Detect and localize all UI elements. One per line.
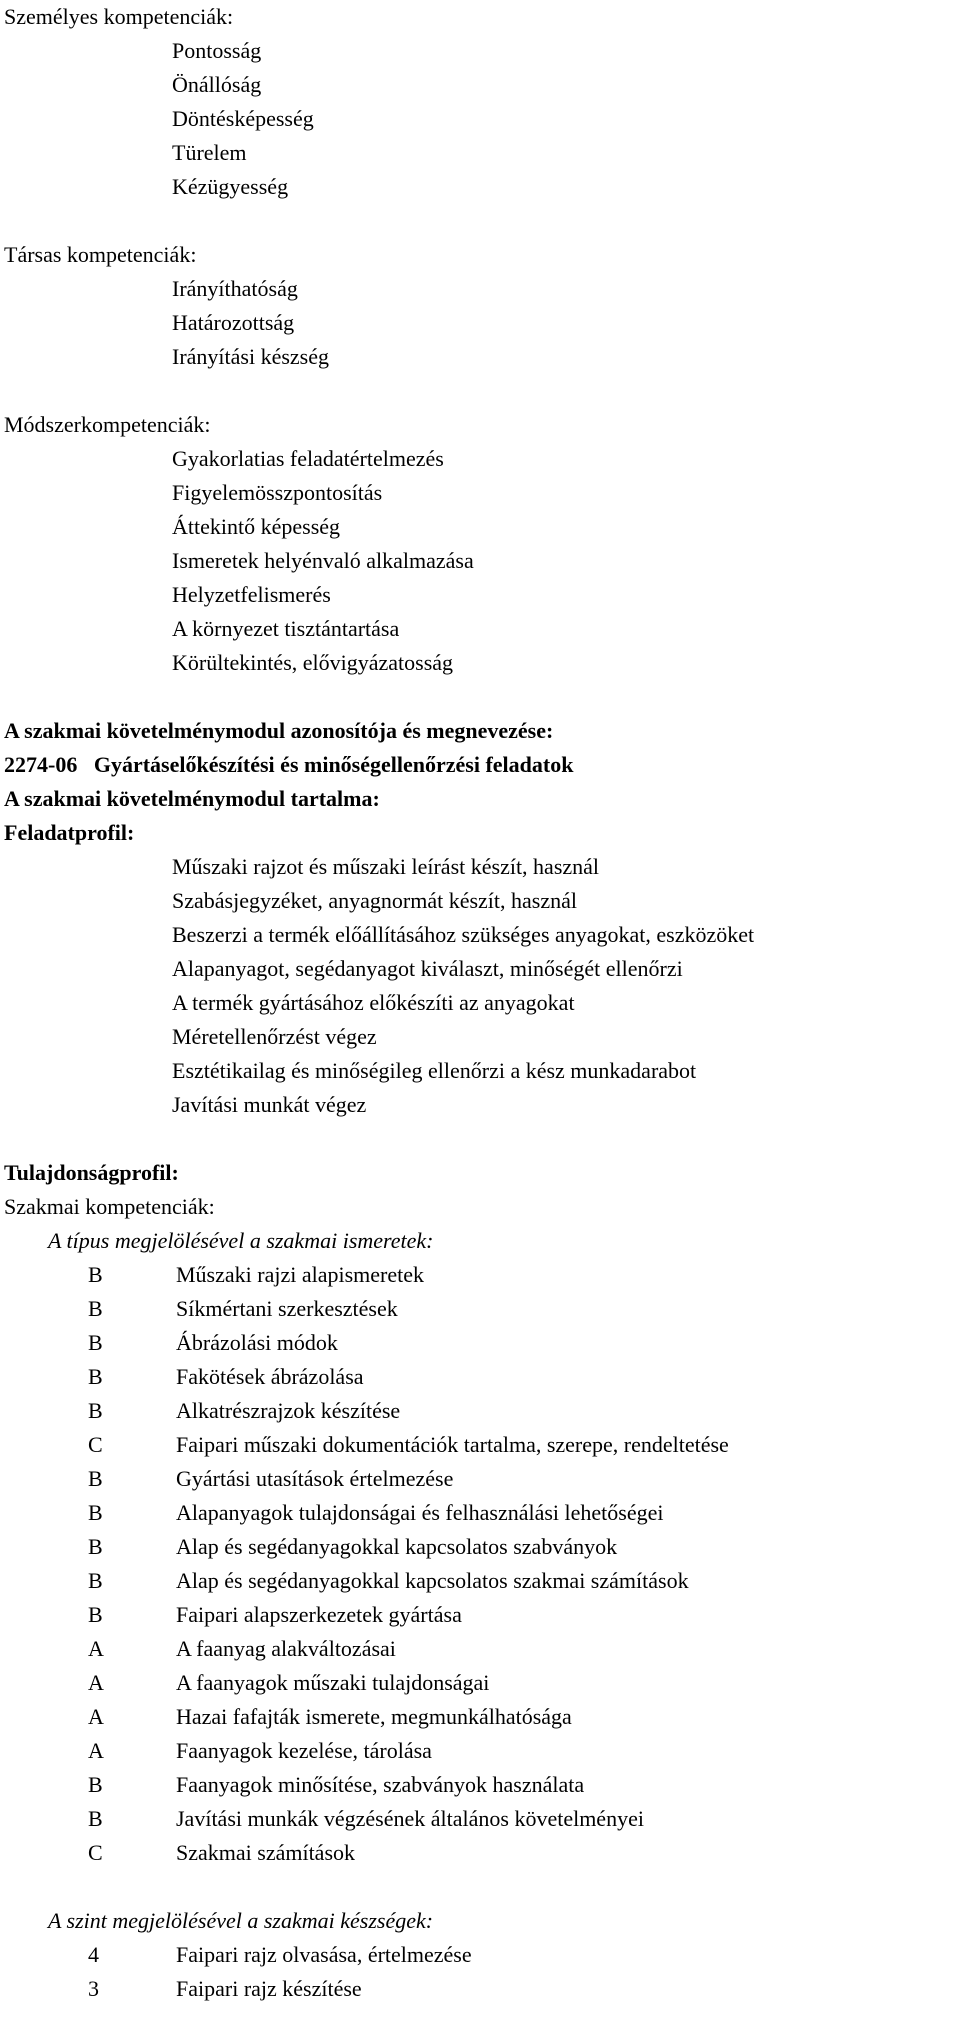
modul-title: A szakmai követelménymodul azonosítója és megnevezése:: [4, 718, 554, 743]
level-code: C: [88, 1432, 103, 1457]
task-item: Alapanyagot, segédanyagot kiválaszt, minőségét ellenőrzi: [172, 956, 683, 981]
spacer: [4, 680, 954, 714]
list-item: Kézügyesség: [172, 174, 289, 199]
level-code: A: [88, 1670, 104, 1695]
level-code: B: [88, 1466, 103, 1491]
item-text: Faanyagok kezelése, tárolása: [176, 1738, 432, 1763]
modul-code-line: [4, 748, 954, 782]
modul-name: Gyártáselőkészítési és minőségellenőrzési feladatok: [93, 752, 574, 777]
list-item: A környezet tisztántartása: [172, 616, 400, 641]
skill-row: [4, 1972, 954, 2006]
ismeretek-label: A típus megjelölésével a szakmai ismeretek:: [48, 1228, 434, 1253]
item-text: Faipari rajz készítése: [176, 1976, 362, 2001]
tulajdonsagprofil-label: Tulajdonságprofil:: [4, 1160, 179, 1185]
knowledge-row: [4, 1394, 954, 1428]
item-text: Alkatrészrajzok készítése: [176, 1398, 401, 1423]
item-text: Hazai fafajták ismerete, megmunkálhatósága: [176, 1704, 572, 1729]
knowledge-row: [4, 1632, 954, 1666]
ismeretek-list: [4, 1258, 954, 1870]
task-item: Javítási munkát végez: [172, 1092, 367, 1117]
level-code: 4: [88, 1942, 99, 1967]
item-text: Alap és segédanyagokkal kapcsolatos szakmai számítások: [176, 1568, 689, 1593]
list-item: Figyelemösszpontosítás: [172, 480, 383, 505]
list-item: Irányítási készség: [172, 344, 329, 369]
keszsegek-list: [4, 1938, 954, 2006]
item-text: A faanyag alakváltozásai: [176, 1636, 396, 1661]
list-item: Helyzetfelismerés: [172, 582, 331, 607]
item-text: A faanyagok műszaki tulajdonságai: [176, 1670, 490, 1695]
spacer: [4, 374, 954, 408]
knowledge-row: [4, 1292, 954, 1326]
level-code: A: [88, 1704, 104, 1729]
skill-row: [4, 1938, 954, 1972]
list-item: Körültekintés, elővigyázatosság: [172, 650, 454, 675]
section-heading-tarsas: Társas kompetenciák:: [4, 242, 197, 267]
item-text: Alapanyagok tulajdonságai és felhasználási lehetőségei: [176, 1500, 664, 1525]
level-code: B: [88, 1500, 103, 1525]
section-heading-modszer: Módszerkompetenciák:: [4, 412, 211, 437]
knowledge-row: [4, 1530, 954, 1564]
level-code: B: [88, 1806, 103, 1831]
level-code: B: [88, 1602, 103, 1627]
knowledge-row: [4, 1258, 954, 1292]
level-code: B: [88, 1398, 103, 1423]
item-text: Faipari rajz olvasása, értelmezése: [176, 1942, 472, 1967]
list-item: Gyakorlatias feladatértelmezés: [172, 446, 444, 471]
section-heading-szemelyes: Személyes kompetenciák:: [4, 4, 234, 29]
knowledge-row: [4, 1598, 954, 1632]
modul-content-title: A szakmai követelménymodul tartalma:: [4, 786, 380, 811]
task-item: Méretellenőrzést végez: [172, 1024, 377, 1049]
knowledge-row: [4, 1496, 954, 1530]
document-page: [4, 0, 954, 2006]
level-code: B: [88, 1330, 103, 1355]
level-code: C: [88, 1840, 103, 1865]
list-item: Ismeretek helyénvaló alkalmazása: [172, 548, 474, 573]
level-code: B: [88, 1534, 103, 1559]
list-item: Döntésképesség: [172, 106, 314, 131]
list-item: Irányíthatóság: [172, 276, 298, 301]
level-code: B: [88, 1772, 103, 1797]
level-code: 3: [88, 1976, 99, 2001]
item-text: Gyártási utasítások értelmezése: [176, 1466, 454, 1491]
level-code: B: [88, 1262, 103, 1287]
spacer: [4, 1870, 954, 1904]
knowledge-row: [4, 1360, 954, 1394]
spacer: [4, 204, 954, 238]
knowledge-row: [4, 1326, 954, 1360]
task-item: Beszerzi a termék előállításához szükséges anyagokat, eszközöket: [172, 922, 755, 947]
task-item: Műszaki rajzot és műszaki leírást készít, használ: [172, 854, 600, 879]
knowledge-row: [4, 1666, 954, 1700]
knowledge-row: [4, 1836, 954, 1870]
level-code: A: [88, 1738, 104, 1763]
knowledge-row: [4, 1564, 954, 1598]
level-code: A: [88, 1636, 104, 1661]
item-text: Síkmértani szerkesztések: [176, 1296, 398, 1321]
knowledge-row: [4, 1428, 954, 1462]
szakmai-kompetenciak-label: Szakmai kompetenciák:: [4, 1194, 215, 1219]
item-text: Szakmai számítások: [176, 1840, 356, 1865]
knowledge-row: [4, 1802, 954, 1836]
list-item: Áttekintő képesség: [172, 514, 341, 539]
level-code: B: [88, 1296, 103, 1321]
task-item: Esztétikailag és minőségileg ellenőrzi a kész munkadarabot: [172, 1058, 697, 1083]
feladatprofil-label: Feladatprofil:: [4, 820, 135, 845]
knowledge-row: [4, 1700, 954, 1734]
item-text: Ábrázolási módok: [176, 1330, 338, 1355]
list-item: Határozottság: [172, 310, 295, 335]
item-text: Javítási munkák végzésének általános követelményei: [176, 1806, 644, 1831]
item-text: Faanyagok minősítése, szabványok használata: [176, 1772, 585, 1797]
item-text: Fakötések ábrázolása: [176, 1364, 364, 1389]
spacer: [4, 1122, 954, 1156]
task-item: Szabásjegyzéket, anyagnormát készít, használ: [172, 888, 578, 913]
level-code: B: [88, 1364, 103, 1389]
item-text: Alap és segédanyagokkal kapcsolatos szabványok: [176, 1534, 618, 1559]
list-item: Türelem: [172, 140, 247, 165]
level-code: B: [88, 1568, 103, 1593]
item-text: Műszaki rajzi alapismeretek: [176, 1262, 425, 1287]
knowledge-row: [4, 1462, 954, 1496]
item-text: Faipari alapszerkezetek gyártása: [176, 1602, 462, 1627]
modul-code: 2274-06: [4, 752, 78, 777]
knowledge-row: [4, 1734, 954, 1768]
item-text: Faipari műszaki dokumentációk tartalma, szerepe, rendeltetése: [176, 1432, 729, 1457]
task-item: A termék gyártásához előkészíti az anyagokat: [172, 990, 575, 1015]
list-item: Pontosság: [172, 38, 262, 63]
knowledge-row: [4, 1768, 954, 1802]
list-item: Önállóság: [172, 72, 262, 97]
keszsegek-label: A szint megjelölésével a szakmai készségek:: [48, 1908, 434, 1933]
